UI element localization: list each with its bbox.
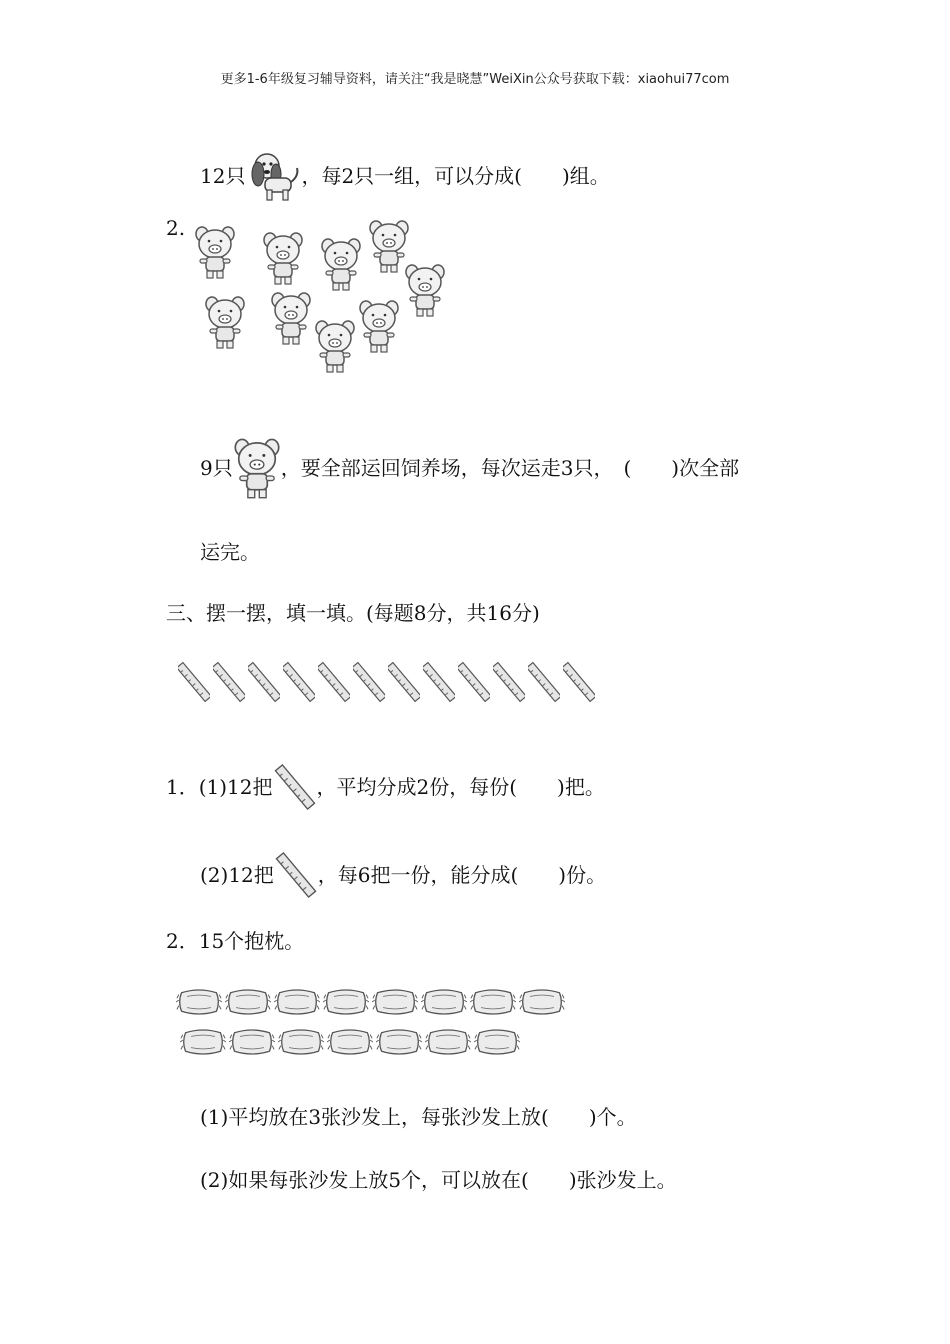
pillow-icon <box>274 986 320 1018</box>
section3-title: 三、摆一摆，填一填。(每题8分，共16分) <box>166 601 540 625</box>
ruler-icon <box>248 660 280 704</box>
pillow-icon <box>327 1026 373 1058</box>
ruler-icon <box>353 660 385 704</box>
q1-text: ，每2只一组，可以分成( )组。 <box>301 164 610 188</box>
s3-q2b: (2)如果每张沙发上放5个，可以放在( )张沙发上。 <box>200 1168 677 1192</box>
pillow-icon <box>421 986 467 1018</box>
ruler-icon <box>563 660 595 704</box>
s3-q1b-text: ，每6把一份，能分成( )份。 <box>317 863 607 887</box>
ruler-icon <box>213 660 245 704</box>
ruler-icon <box>178 660 210 704</box>
pillow-icon <box>474 1026 520 1058</box>
header-banner: 更多1-6年级复习辅导资料，请关注“我是晓慧”WeiXin公众号获取下载：xiaohui77com <box>220 72 730 87</box>
q1-count: 12只 <box>200 164 246 188</box>
ruler-icon <box>318 660 350 704</box>
ruler-icon <box>423 660 455 704</box>
s3-q1a-prefix: 1．(1)12把 <box>166 775 273 799</box>
ruler-icon <box>273 762 317 812</box>
pig-icon <box>205 294 245 350</box>
ruler-icon <box>493 660 525 704</box>
s3-q1b-prefix: (2)12把 <box>200 863 274 887</box>
pig-icon <box>271 290 311 346</box>
pig-icon <box>233 436 281 500</box>
ruler-icon <box>274 850 318 900</box>
q2-line <box>200 436 739 500</box>
ruler-icon <box>458 660 490 704</box>
ruler-icon <box>283 660 315 704</box>
ruler-icon <box>388 660 420 704</box>
pillow-icon <box>180 1026 226 1058</box>
pig-icon <box>369 218 409 274</box>
ruler-row <box>178 660 608 706</box>
s3-q1a-text: ，平均分成2份，每份( )把。 <box>316 775 605 799</box>
pig-icon <box>315 318 355 374</box>
ruler-icon <box>528 660 560 704</box>
pig-icon <box>321 236 361 292</box>
pillow-icon <box>225 986 271 1018</box>
pig-icon <box>195 224 235 280</box>
s3-q2a: (1)平均放在3张沙发上，每张沙发上放( )个。 <box>200 1105 637 1129</box>
pillow-icon <box>372 986 418 1018</box>
dog-icon <box>245 148 301 204</box>
s3-q2-title: 2．15个抱枕。 <box>166 929 305 953</box>
pig-group <box>195 218 450 378</box>
pillow-group <box>176 986 576 1070</box>
pillow-icon <box>470 986 516 1018</box>
q2-count: 9只 <box>200 456 233 480</box>
pig-icon <box>359 298 399 354</box>
s3-q1a-line <box>166 762 605 812</box>
pig-icon <box>405 262 445 318</box>
pillow-icon <box>425 1026 471 1058</box>
q2-number: 2. <box>166 216 186 240</box>
pillow-icon <box>376 1026 422 1058</box>
pillow-icon <box>519 986 565 1018</box>
pillow-icon <box>176 986 222 1018</box>
pillow-icon <box>278 1026 324 1058</box>
q2-text: ，要全部运回饲养场，每次运走3只， ( )次全部 <box>280 456 740 480</box>
pillow-icon <box>229 1026 275 1058</box>
q2-text-cont: 运完。 <box>200 540 260 564</box>
pig-icon <box>263 230 303 286</box>
s3-q1b-line <box>200 850 606 900</box>
q1-line <box>200 148 610 204</box>
pillow-icon <box>323 986 369 1018</box>
